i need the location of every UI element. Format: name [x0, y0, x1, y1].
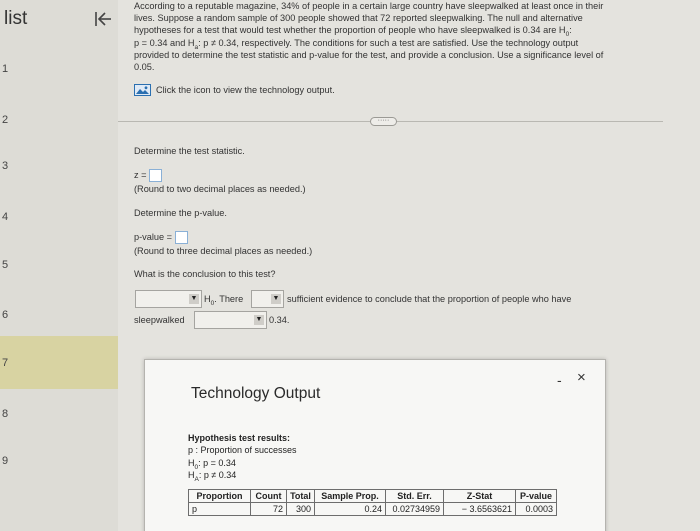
p-description: p : Proportion of successes [188, 445, 297, 456]
question-number[interactable]: 6 [2, 309, 9, 321]
technology-output-popup [144, 359, 606, 531]
dropdown-arrow-icon[interactable]: ▼ [255, 316, 263, 323]
question-number[interactable]: 3 [2, 160, 9, 172]
column-header: Std. Err. [386, 490, 444, 503]
column-header: Sample Prop. [315, 490, 386, 503]
results-title: Hypothesis test results: [188, 433, 291, 443]
alt-hypothesis: $H_A$: p ≠ 0.34 [188, 469, 237, 483]
hypothesis-results [188, 432, 297, 481]
image-icon[interactable] [134, 84, 151, 96]
question-number[interactable]: 1 [2, 63, 9, 75]
column-header: Total [287, 490, 315, 503]
dropdown-arrow-icon[interactable]: ▼ [190, 295, 198, 302]
table-cell: p [189, 503, 251, 516]
sufficient-evidence-text: sufficient evidence to conclude that the proportion of people who have [287, 294, 572, 304]
p-value-row [134, 231, 188, 244]
column-header: P-value [516, 490, 557, 503]
table-cell: 0.02734959 [386, 503, 444, 516]
question-number[interactable]: 7 [2, 357, 9, 369]
sidebar [0, 0, 118, 531]
table-row [189, 503, 557, 516]
table-cell: 72 [251, 503, 287, 516]
p-value-answer-input[interactable] [175, 231, 188, 244]
sidebar-title: list [4, 8, 28, 29]
evidence-dropdown[interactable] [251, 290, 284, 308]
question-number[interactable]: 4 [2, 211, 9, 223]
table-cell: 300 [287, 503, 315, 516]
dropdown-arrow-icon[interactable]: ▼ [272, 295, 280, 302]
z-hint: (Round to two decimal places as needed.) [134, 184, 306, 194]
p-value-label: p-value = [134, 231, 173, 242]
table-header-row [189, 490, 557, 503]
table-cell: − 3.6563621 [444, 503, 516, 516]
table-cell: 0.24 [315, 503, 386, 516]
comparison-dropdown[interactable] [194, 311, 267, 329]
table-cell: 0.0003 [516, 503, 557, 516]
minimize-button[interactable]: - [557, 372, 562, 388]
collapse-left-icon[interactable] [93, 9, 113, 29]
sleepwalked-text: sleepwalked [134, 315, 185, 325]
problem-text: According to a reputable magazine, 34% of people in a certain large country have sleepwalked at least once in their lives. Suppose a random sample of 300 people showed that 72 reported sleepwalking. The null and alternative hypotheses for a test that would test whether the proportion of people who have sleepwalked is 0.34 are $H_0$: p = 0.34 and $H_a$: p ≠ 0.34, respectively. The conditions for such a test are satisfied. Use the technology output provided to determine the test statistic and p-value for the test, and provide a conclusion. Use a significance level of 0.05. [134, 1, 604, 73]
z-label: z = [134, 169, 147, 180]
question-number[interactable]: 9 [2, 455, 9, 467]
p-value-prompt: Determine the p-value. [134, 208, 227, 218]
reject-decision-dropdown[interactable] [135, 290, 202, 308]
technology-output-link[interactable] [134, 84, 335, 96]
conclusion-prompt: What is the conclusion to this test? [134, 269, 276, 279]
current-question-highlight [0, 336, 118, 389]
z-row [134, 169, 162, 182]
test-statistic-prompt: Determine the test statistic. [134, 146, 245, 156]
h0-text: $H_0$. There [204, 294, 244, 307]
column-header: Proportion [189, 490, 251, 503]
results-table [188, 489, 557, 516]
p-value-hint: (Round to three decimal places as needed.) [134, 246, 313, 256]
question-number[interactable]: 5 [2, 259, 9, 271]
technology-output-link-text[interactable]: Click the icon to view the technology output. [156, 85, 335, 95]
expand-more-button[interactable]: ····· [370, 117, 397, 126]
question-number[interactable]: 2 [2, 114, 9, 126]
column-header: Z-Stat [444, 490, 516, 503]
value-text: 0.34. [269, 315, 290, 325]
null-hypothesis: $H_0$: p = 0.34 [188, 457, 236, 471]
question-number[interactable]: 8 [2, 408, 9, 420]
column-header: Count [251, 490, 287, 503]
z-answer-input[interactable] [149, 169, 162, 182]
popup-title: Technology Output [191, 385, 321, 402]
close-button[interactable]: × [577, 369, 586, 386]
